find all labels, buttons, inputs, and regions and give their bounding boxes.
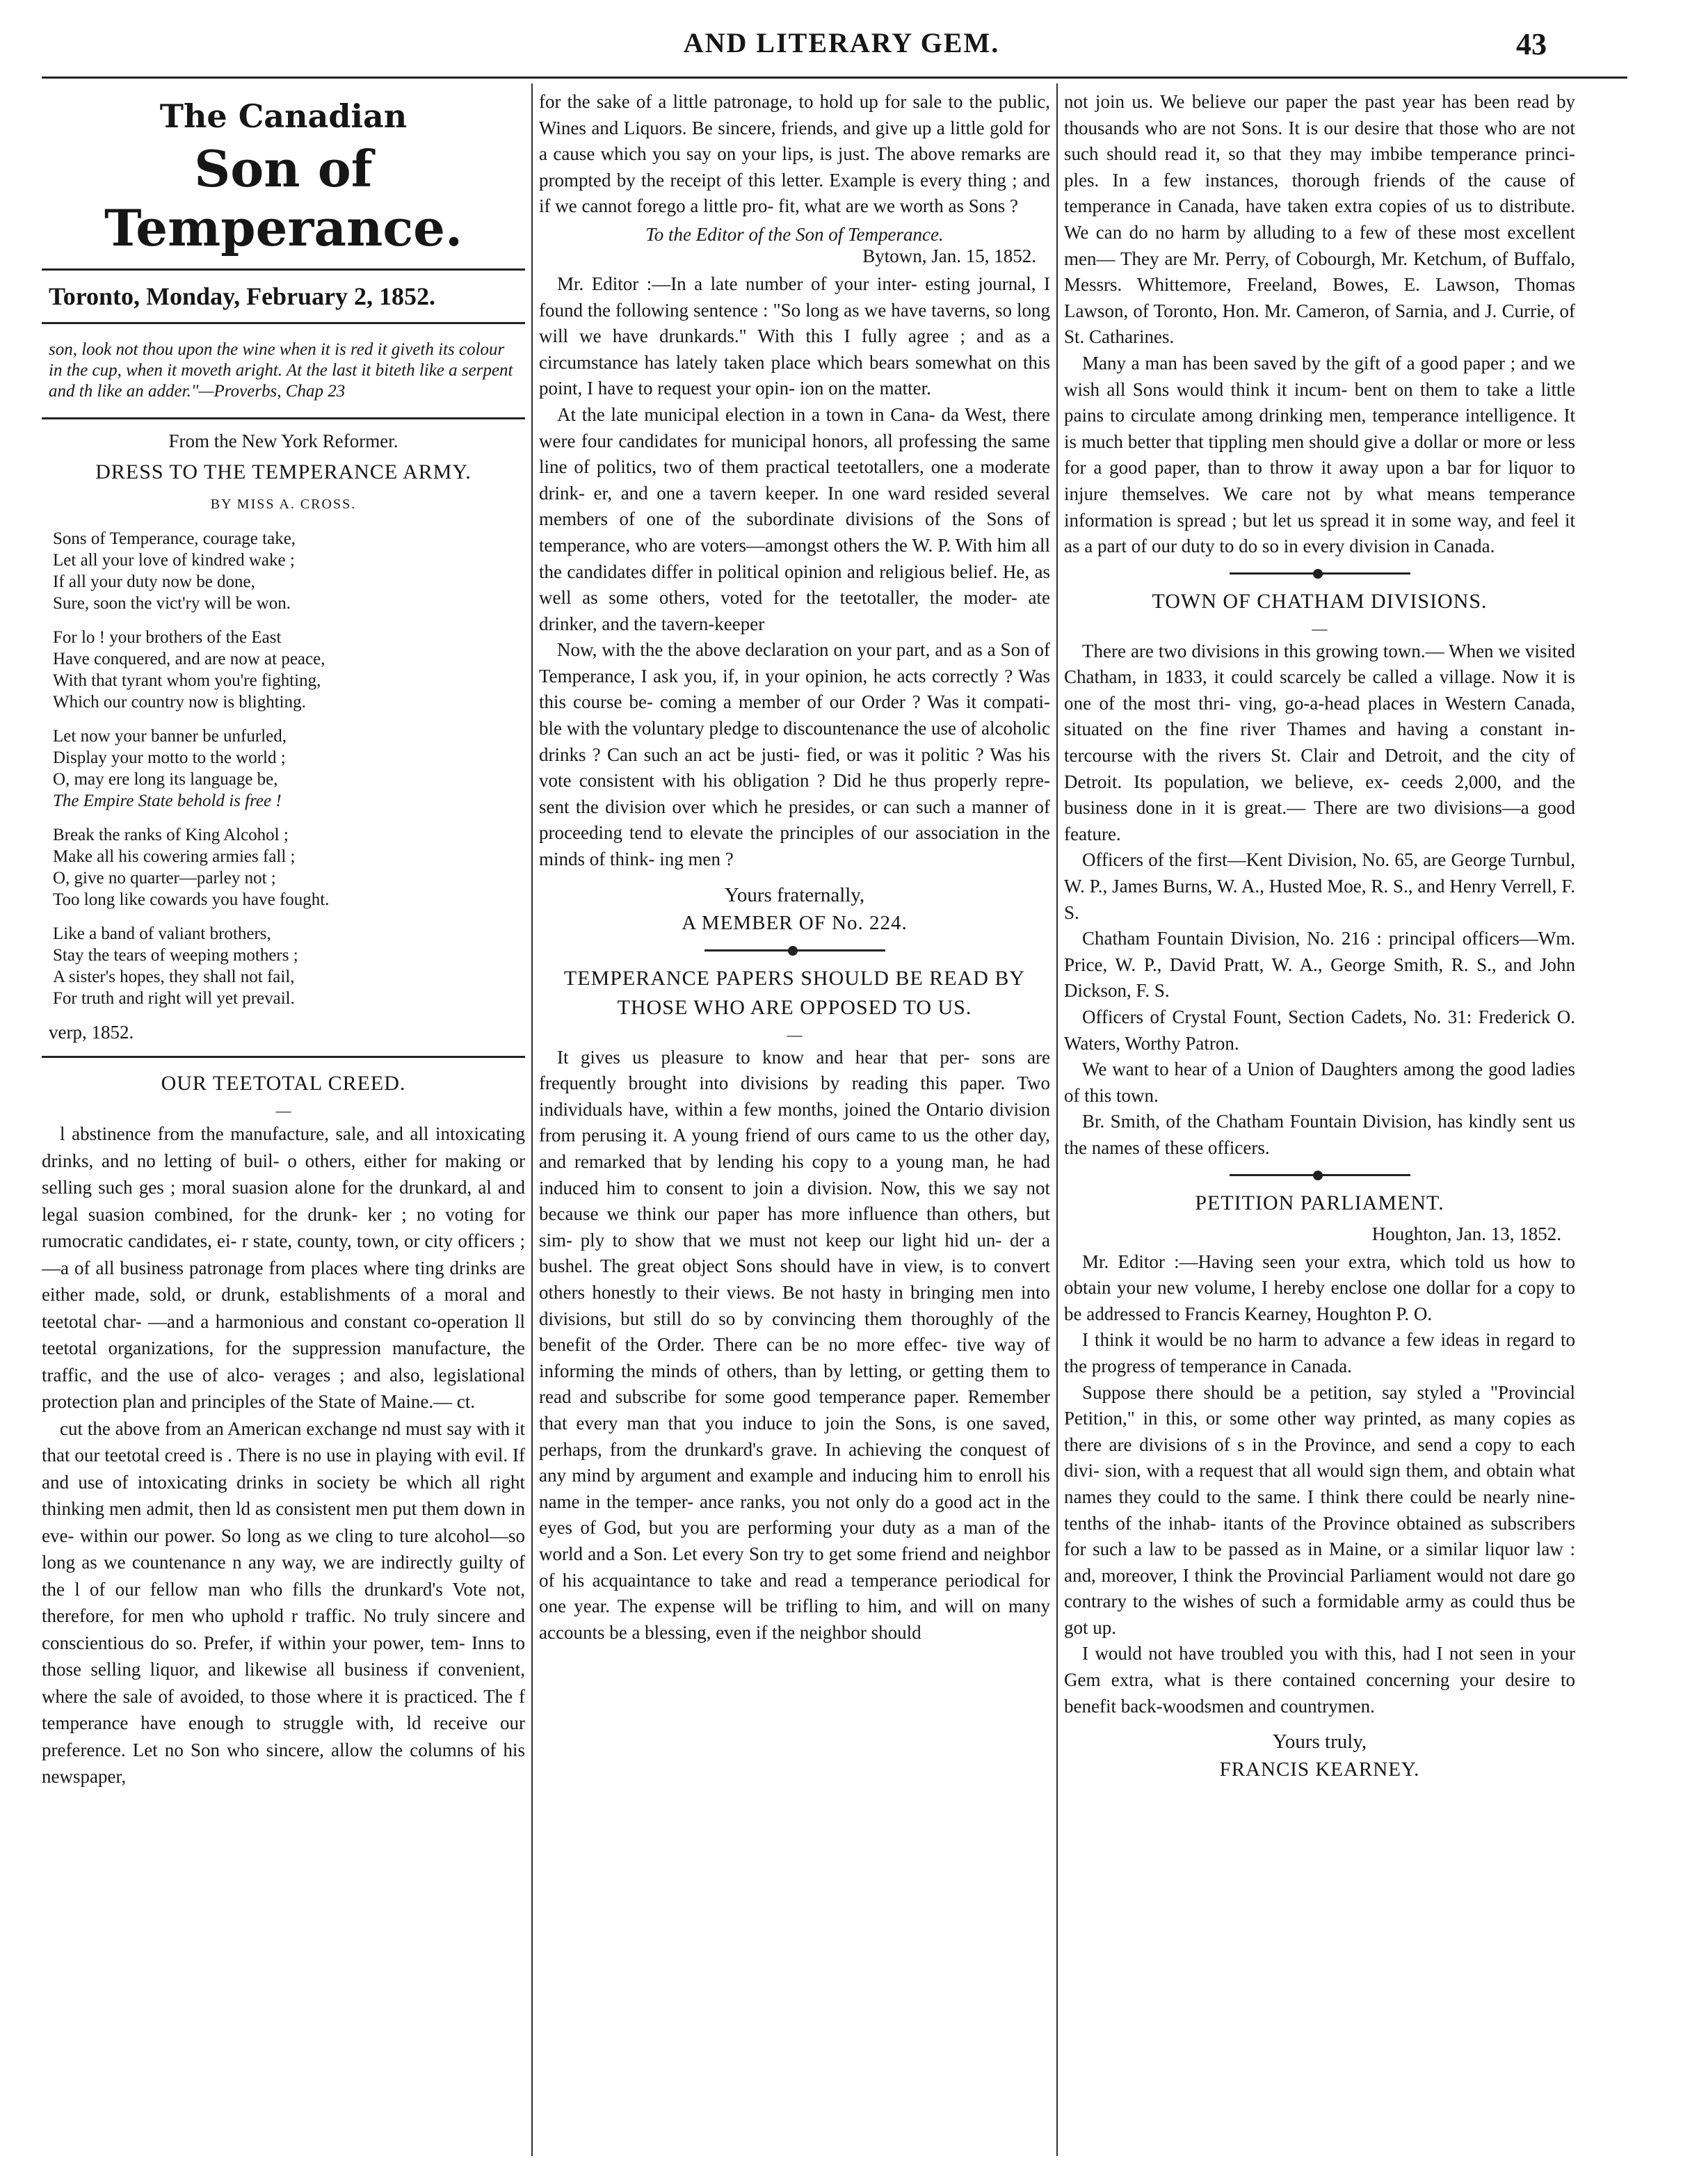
- letter-paragraph: Now, with the the above declaration on your part, and as a Son of Temperance, I ask you, if, in your opinion, he acts correctly ? Was this course be- coming a member of our Order ? Was it compati- ble with the voluntary pledge to discountenance the use of alcoholic drinks ? Can such an act be justi- fied, or was it politic ? Was his vote consistent with his obligation ? Did he thus properly repre- sent the division over which he presides, or can such a manner of proceeding tend to elevate the principles of our association in the minds of think- ing men ?: [539, 639, 1050, 870]
- creed-paragraph: l abstinence from the manufacture, sale, and all intoxicating drinks, and no letting of buil- o others, either for making or selling such ges ; moral suasion alone for the drunkard, al and legal suasion combined, for the drunk- ker ; no voting for rumocratic candidates, ei- r state, county, town, or city officers ;—a of all business patronage from places where ting drinks are either made, sold, or drunk, establishments of a moral and teetotal char- —and a harmonious and constant co-operation ll teetotal organizations, for the suppression manufacture, the traffic, and the use of alco- verages ; and also, legislational protection plan and principles of the State of Maine.— ct.: [42, 1123, 525, 1412]
- verse-line: Display your motto to the world ;: [53, 748, 286, 767]
- header-rule: [42, 77, 1627, 79]
- chatham-paragraph: Officers of the first—Kent Division, No. 65, are George Turnbul, W. P., James Burns, W. A., Husted Moe, R. S., and Henry Verrell, F. S.: [1064, 849, 1575, 923]
- dateline-rule: [42, 322, 525, 324]
- poem-stanza: [42, 824, 525, 910]
- verse-line: Let all your love of kindred wake ;: [53, 551, 295, 570]
- continued-paragraph: for the sake of a little patronage, to hold up for sale to the public, Wines and Liquors. Be sincere, friends, and give up a little gold for a cause which you say on your lips, is just. The above remarks are prompted by the receipt of this letter. Example is every thing ; and if we cannot forego a little pro- fit, what are we worth as Sons ?: [539, 91, 1050, 217]
- verse-line: Let now your banner be unfurled,: [53, 727, 287, 746]
- verse-line: Have conquered, and are now at peace,: [53, 650, 325, 668]
- masthead: [42, 97, 525, 257]
- chatham-paragraph: We want to hear of a Union of Daughters among the good ladies of this town.: [1064, 1059, 1575, 1106]
- petition-signoff: [1064, 1728, 1575, 1783]
- column-3: [1064, 89, 1575, 2156]
- chatham-paragraph: Br. Smith, of the Chatham Fountain Division, has kindly sent us the names of these officers.: [1064, 1111, 1575, 1158]
- section-separator: [704, 949, 885, 952]
- verse-line: Make all his cowering armies fall ;: [53, 847, 296, 866]
- papers-title: TEMPERANCE PAPERS SHOULD BE READ BY THOSE WHO ARE OPPOSED TO US.: [563, 966, 1026, 1019]
- poem-place-date: verp, 1852.: [49, 1022, 134, 1043]
- masthead-rule: [42, 268, 525, 271]
- verse-line: A sister's hopes, they shall not fail,: [53, 967, 295, 986]
- petition-paragraph: Mr. Editor :—Having seen your extra, which told us how to obtain your new volume, I hereby enclose one dollar for a copy to be addressed to Francis Kearney, Houghton P. O.: [1064, 1251, 1575, 1324]
- title-dash: —: [275, 1102, 291, 1119]
- verse-line: Break the ranks of King Alcohol ;: [53, 826, 289, 844]
- petition-place-date: Houghton, Jan. 13, 1852.: [1371, 1223, 1561, 1244]
- poem-title: DRESS TO THE TEMPERANCE ARMY.: [95, 460, 472, 483]
- letter-heading: To the Editor of the Son of Temperance.: [645, 223, 944, 245]
- verse-line: For lo ! your brothers of the East: [53, 628, 282, 647]
- masthead-line-2: Son of Temperance.: [104, 139, 463, 257]
- petition-signature: FRANCIS KEARNEY.: [1219, 1758, 1420, 1781]
- petition-title: PETITION PARLIAMENT.: [1195, 1191, 1444, 1214]
- chatham-paragraph: Officers of Crystal Fount, Section Cadets, No. 31: Frederick O. Waters, Worthy Patron.: [1064, 1006, 1575, 1054]
- column-divider: [1056, 83, 1058, 2156]
- section-rule: [42, 1056, 525, 1058]
- letter-paragraph: Mr. Editor :—In a late number of your inter- esting journal, I found the following sentence : "So long as we have taverns, so long will we have drunkards." With this I fully agree ; and as a circumstance has lately taken place which bears somewhat on this point, I have to request your opin- ion on the matter.: [539, 273, 1050, 399]
- verse-line: Like a band of valiant brothers,: [53, 924, 271, 943]
- poem-stanza: [42, 528, 525, 614]
- verse-line: Sure, soon the vict'ry will be won.: [53, 594, 291, 613]
- petition-paragraph: I would not have troubled you with this, had I not seen in your Gem extra, what is there contained concerning your desire to benefit back-woodsmen and countrymen.: [1064, 1643, 1575, 1717]
- continued-paragraph: not join us. We believe our paper the past year has been read by thousands who are not Sons. It is our desire that those who are not such should read it, so that they may imbibe temperance princi- ples. In a few instances, thorough friends of the cause of temperance in Canada, have taken extra copies of us to distribute. We can do no harm by alluding to a few of these most excellent men— They are Mr. Perry, of Cobourgh, Mr. Ketchum, of Buffalo, Messrs. Whittemore, Freeland, Bowes, E. Lawson, Thomas Lawson, of Toronto, Hon. Mr. Cameron, of Sarnia, and J. Currie, of St. Catharines.: [1064, 91, 1575, 348]
- column-divider: [531, 83, 533, 2156]
- verse-line: O, may ere long its language be,: [53, 770, 278, 789]
- chatham-paragraph: Chatham Fountain Division, No. 216 : principal officers—Wm. Price, W. P., David Pratt, W. A., George Smith, R. S., and John Dickson, F. S.: [1064, 928, 1575, 1002]
- poem-stanza: [42, 923, 525, 1009]
- chatham-title: TOWN OF CHATHAM DIVISIONS.: [1152, 589, 1488, 613]
- verse-line: For truth and right will yet prevail.: [53, 989, 295, 1008]
- continued-paragraph: Many a man has been saved by the gift of a good paper ; and we wish all Sons would think it incum- bent on them to take a little pains to circulate among drinking men, temperance intelligence. It is much better that tippling men should give a dollar or more or less for a good paper, than to throw it away upon a bar for liquor to injure themselves. We care not by what means temperance information is spread ; but let us spread it in some way, and feel it as a part of our duty to do so in every division in Canada.: [1064, 352, 1575, 557]
- section-separator: [1230, 1174, 1410, 1176]
- poem-source: From the New York Reformer.: [168, 431, 398, 451]
- running-header: AND LITERARY GEM.: [683, 27, 1000, 58]
- verse-line: O, give no quarter—parley not ;: [53, 869, 276, 888]
- petition-closing: Yours truly,: [1272, 1731, 1367, 1753]
- creed-title: OUR TEETOTAL CREED.: [161, 1072, 406, 1095]
- title-dash: —: [787, 1025, 803, 1043]
- verse-line: If all your duty now be done,: [53, 572, 255, 591]
- papers-paragraph: It gives us pleasure to know and hear that per- sons are frequently brought into divisions by reading this paper. Two individuals have, within a few months, joined the Ontario division from perusing it. A young friend of ours came to us the other day, and remarked that by lending his copy to a young man, he had induced him to consent to join a division. Now, this we say not because we think our paper has more influence than others, but sim- ply to show that we must not keep our light hid un- der a bushel. The great object Sons should have in view, is to convert others honestly to their views. Be not hasty in bringing men into divisions, but still do so by convincing them thoroughly of the benefit of the Order. There can be no more effec- tive way of informing the minds of others, than by letting, or getting them to read and subscribe for some good temperance paper. Remember that every man that you induce to join the Sons, is one saved, perhaps, from the drunkard's grave. In achieving the conquest of any mind by argument and example and inducing him to enroll his name in the temper- ance ranks, you not only do a good act in the eyes of God, but you are performing your duty as a man of the world and a Son. Let every Son try to get some friend and neighbor of his acquaintance to take and read a temperance periodical for one year. The expense will be trifling to him, and will on many accounts be a blessing, even if the neighbor should: [539, 1046, 1050, 1643]
- letter-place-date: Bytown, Jan. 15, 1852.: [862, 245, 1036, 266]
- poem-byline: BY MISS A. CROSS.: [210, 497, 357, 512]
- letter-signoff: [539, 881, 1050, 937]
- epigraph: son, look not thou upon the wine when it is red it giveth its colour in the cup, when it moveth aright. At the last it biteth like a serpent and th like an adder."—Proverbs, Chap 23: [49, 340, 513, 401]
- masthead-line-1: The Canadian: [159, 97, 408, 135]
- section-separator: [1230, 572, 1410, 575]
- petition-paragraph: Suppose there should be a petition, say styled a "Provincial Petition," in this, or some other way printed, as many copies as there are divisions of s in the Province, and send a copy to each divi- sion, with a request that all would sign them, and obtain what names they could to the same. I think there could be nearly nine-tenths of the inhab- itants of the Province obtained as subscribers for such a law to be passed as in Maine, or a similar liquor law : and, moreover, I think the Provincial Parliament would not dare go contrary to the wishes of such a formidable army as could thus be got up.: [1064, 1381, 1575, 1638]
- verse-line: With that tyrant whom you're fighting,: [53, 671, 321, 690]
- poem-stanza: [42, 627, 525, 713]
- letter-signature: A MEMBER OF No. 224.: [682, 911, 908, 934]
- poem-stanza: [42, 725, 525, 812]
- page-number: 43: [1516, 27, 1547, 61]
- column-1: [42, 89, 525, 2156]
- verse-line: Sons of Temperance, courage take,: [53, 529, 296, 548]
- verse-line: The Empire State behold is free !: [53, 792, 282, 810]
- creed-paragraph: cut the above from an American exchange nd must say with it that our teetotal creed is . There is no use in playing with evil. If and use of intoxicating drinks in society be which all right thinking men admit, then ld as consistent men put them down in eve- within our power. So long as we cling to ture alcohol—so long as we countenance n any way, we are indirectly guilty of the l of our fellow man who fills the drunkard's Vote not, therefore, for men who uphold r traffic. No truly sincere and conscientious do so. Prefer, if within your power, tem- Inns to those selling liquor, and likewise all business if convenient, where the sale of avoided, to those where it is practiced. The f temperance have enough to struggle with, ld receive our preference. Let no Son who sincere, allow the columns of his newspaper,: [42, 1418, 525, 1787]
- petition-paragraph: I think it would be no harm to advance a few ideas in regard to the progress of temperance in Canada.: [1064, 1329, 1575, 1376]
- title-dash: —: [1312, 619, 1328, 637]
- column-2: [539, 89, 1050, 2156]
- verse-line: Too long like cowards you have fought.: [53, 890, 330, 909]
- letter-closing: Yours fraternally,: [724, 883, 865, 906]
- verse-line: Which our country now is blighting.: [53, 693, 306, 712]
- letter-paragraph: At the late municipal election in a town in Cana- da West, there were four candidates for municipal honors, all professing the same line of politics, two of them practical teetotallers, one a moderate drink- er, and one a tavern keeper. In one ward resided several members of one of the subordinate divisions of the Sons of temperance, who are voters—amongst others the W. P. With him all the candidates differ in political opinion and religious belief. He, as well as some others, voted for the teetotaller, the moder- ate drinker, and the tavern-keeper: [539, 403, 1050, 634]
- chatham-paragraph: There are two divisions in this growing town.— When we visited Chatham, in 1833, it could scarcely be called a village. Now it is one of the most thri- ving, go-a-head places in Western Canada, situated on the fine river Thames and having a constant in- tercourse with the rivers St. Clair and Detroit, and the city of Detroit. Its population, we believe, ex- ceeds 2,000, and the business done in it is great.— There are two divisions—a good feature.: [1064, 640, 1575, 844]
- epigraph-rule: [42, 417, 525, 419]
- dateline: Toronto, Monday, February 2, 1852.: [49, 282, 436, 310]
- verse-line: Stay the tears of weeping mothers ;: [53, 946, 298, 965]
